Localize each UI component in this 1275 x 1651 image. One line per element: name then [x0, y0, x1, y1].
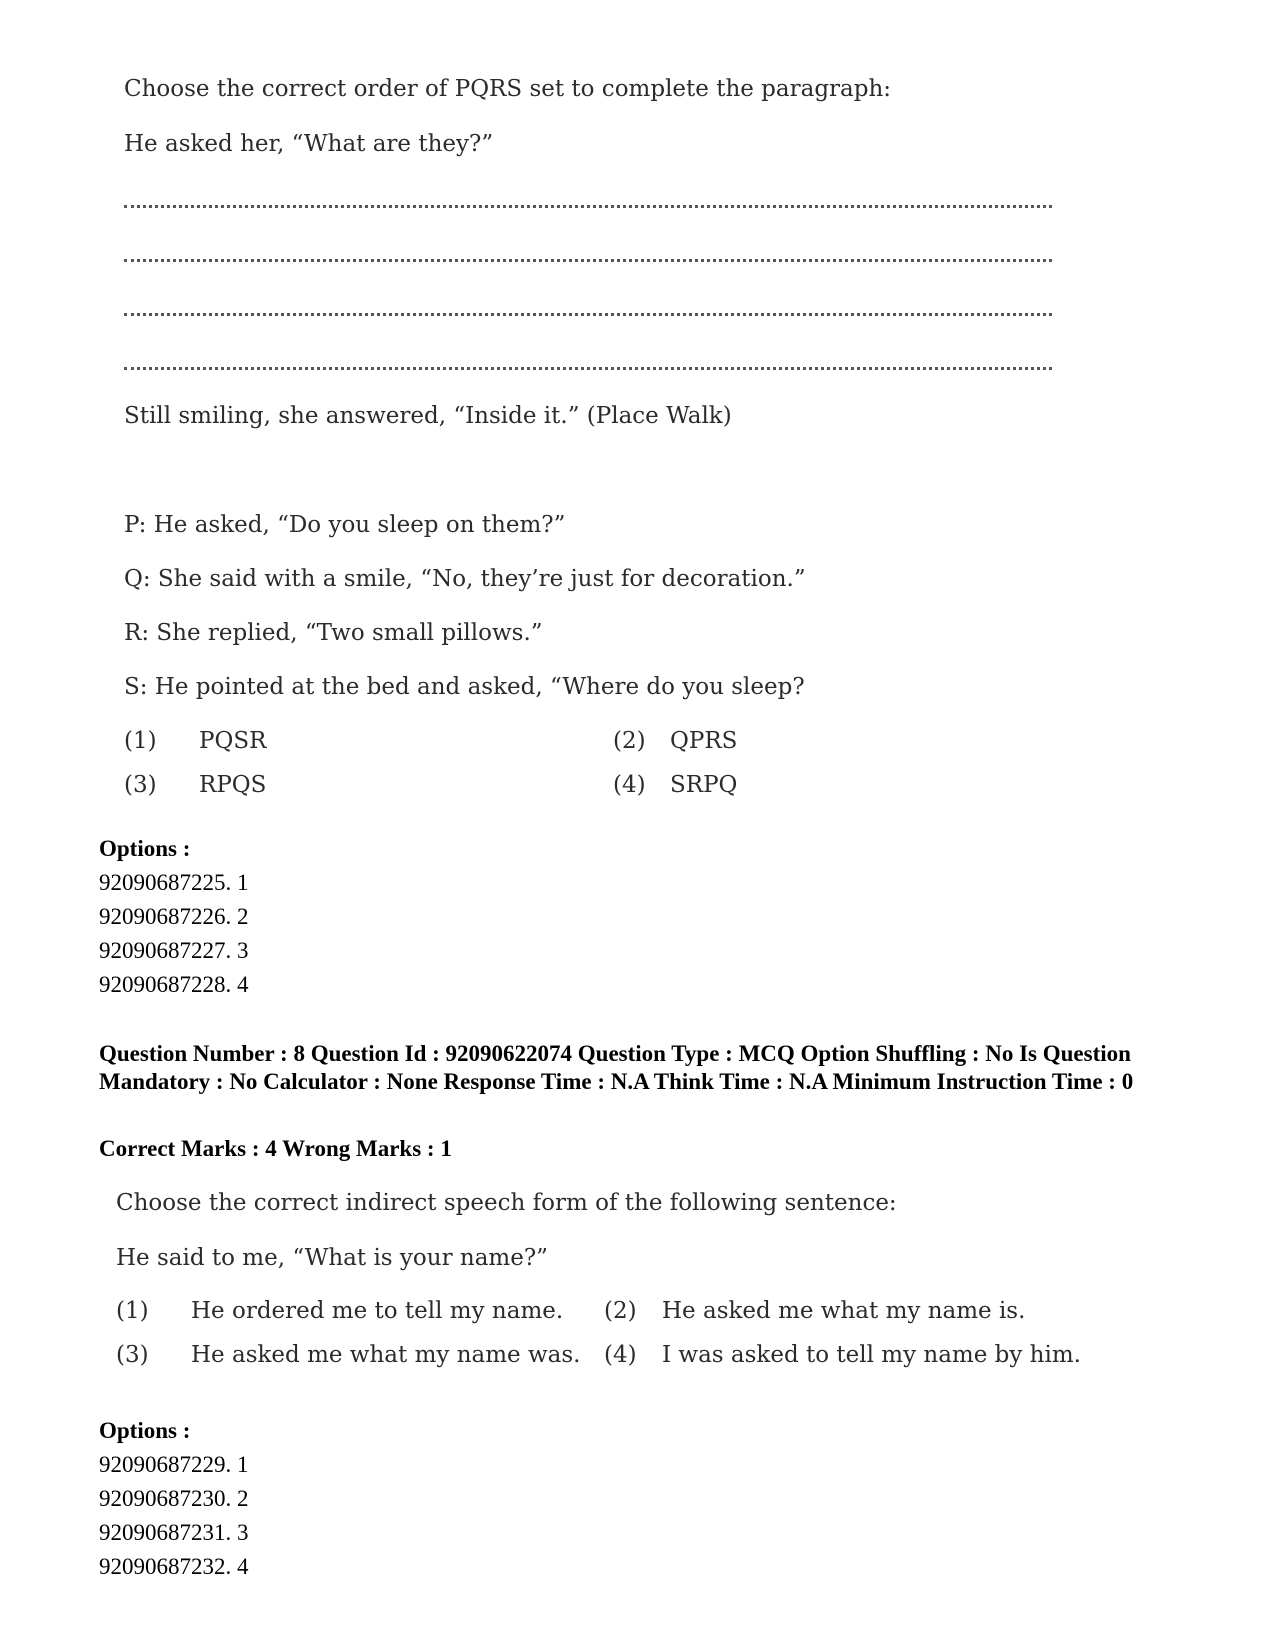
q7-choice-3-text: RPQS	[199, 772, 267, 798]
q8-options-label: Options :	[99, 1418, 191, 1443]
blank-line-1	[124, 205, 1052, 208]
q7-choice-1-text: PQSR	[199, 728, 267, 754]
q8-marks: Correct Marks : 4 Wrong Marks : 1	[99, 1136, 452, 1161]
q7-closing-line: Still smiling, she answered, “Inside it.” (Place Walk)	[124, 403, 732, 429]
q7-opening-line: He asked her, “What are they?”	[124, 131, 494, 157]
q8-option-4: 92090687232. 4	[99, 1554, 249, 1579]
q8-choice-4-number: (4)	[604, 1342, 637, 1368]
sentence-r: R: She replied, “Two small pillows.”	[124, 620, 543, 646]
q8-choice-2-text: He asked me what my name is.	[662, 1298, 1026, 1324]
q7-option-4: 92090687228. 4	[99, 972, 249, 997]
q7-option-2: 92090687226. 2	[99, 904, 249, 929]
q7-choice-2-number: (2)	[613, 728, 646, 754]
q8-instruction: Choose the correct indirect speech form of the following sentence:	[116, 1190, 897, 1216]
q7-choice-1-number: (1)	[124, 728, 157, 754]
q8-option-2: 92090687230. 2	[99, 1486, 249, 1511]
q7-choice-3-number: (3)	[124, 772, 157, 798]
q7-choice-4-number: (4)	[613, 772, 646, 798]
q7-option-1: 92090687225. 1	[99, 870, 249, 895]
blank-line-2	[124, 259, 1052, 262]
q7-options-label: Options :	[99, 836, 191, 861]
sentence-q: Q: She said with a smile, “No, they’re just for decoration.”	[124, 566, 806, 592]
q8-option-1: 92090687229. 1	[99, 1452, 249, 1477]
sentence-p: P: He asked, “Do you sleep on them?”	[124, 512, 566, 538]
q8-choice-3-text: He asked me what my name was.	[191, 1342, 581, 1368]
blank-line-3	[124, 313, 1052, 316]
q7-choice-4-text: SRPQ	[670, 772, 738, 798]
q8-sentence: He said to me, “What is your name?”	[116, 1245, 548, 1271]
q8-choice-2-number: (2)	[604, 1298, 637, 1324]
q8-choice-1-text: He ordered me to tell my name.	[191, 1298, 564, 1324]
sentence-s: S: He pointed at the bed and asked, “Where do you sleep?	[124, 674, 805, 700]
q7-choice-2-text: QPRS	[670, 728, 738, 754]
q8-option-3: 92090687231. 3	[99, 1520, 249, 1545]
q8-choice-4-text: I was asked to tell my name by him.	[662, 1342, 1081, 1368]
q8-metadata: Question Number : 8 Question Id : 92090622074 Question Type : MCQ Option Shuffling : No Is Question Mandatory : No Calculator : None Response Time : N.A Think Time : N.A Minimum Instruction Time : 0	[99, 1041, 1134, 1094]
blank-line-4	[124, 367, 1052, 370]
q8-choice-1-number: (1)	[116, 1298, 149, 1324]
q7-option-3: 92090687227. 3	[99, 938, 249, 963]
q7-instruction: Choose the correct order of PQRS set to complete the paragraph:	[124, 76, 892, 102]
q8-choice-3-number: (3)	[116, 1342, 149, 1368]
